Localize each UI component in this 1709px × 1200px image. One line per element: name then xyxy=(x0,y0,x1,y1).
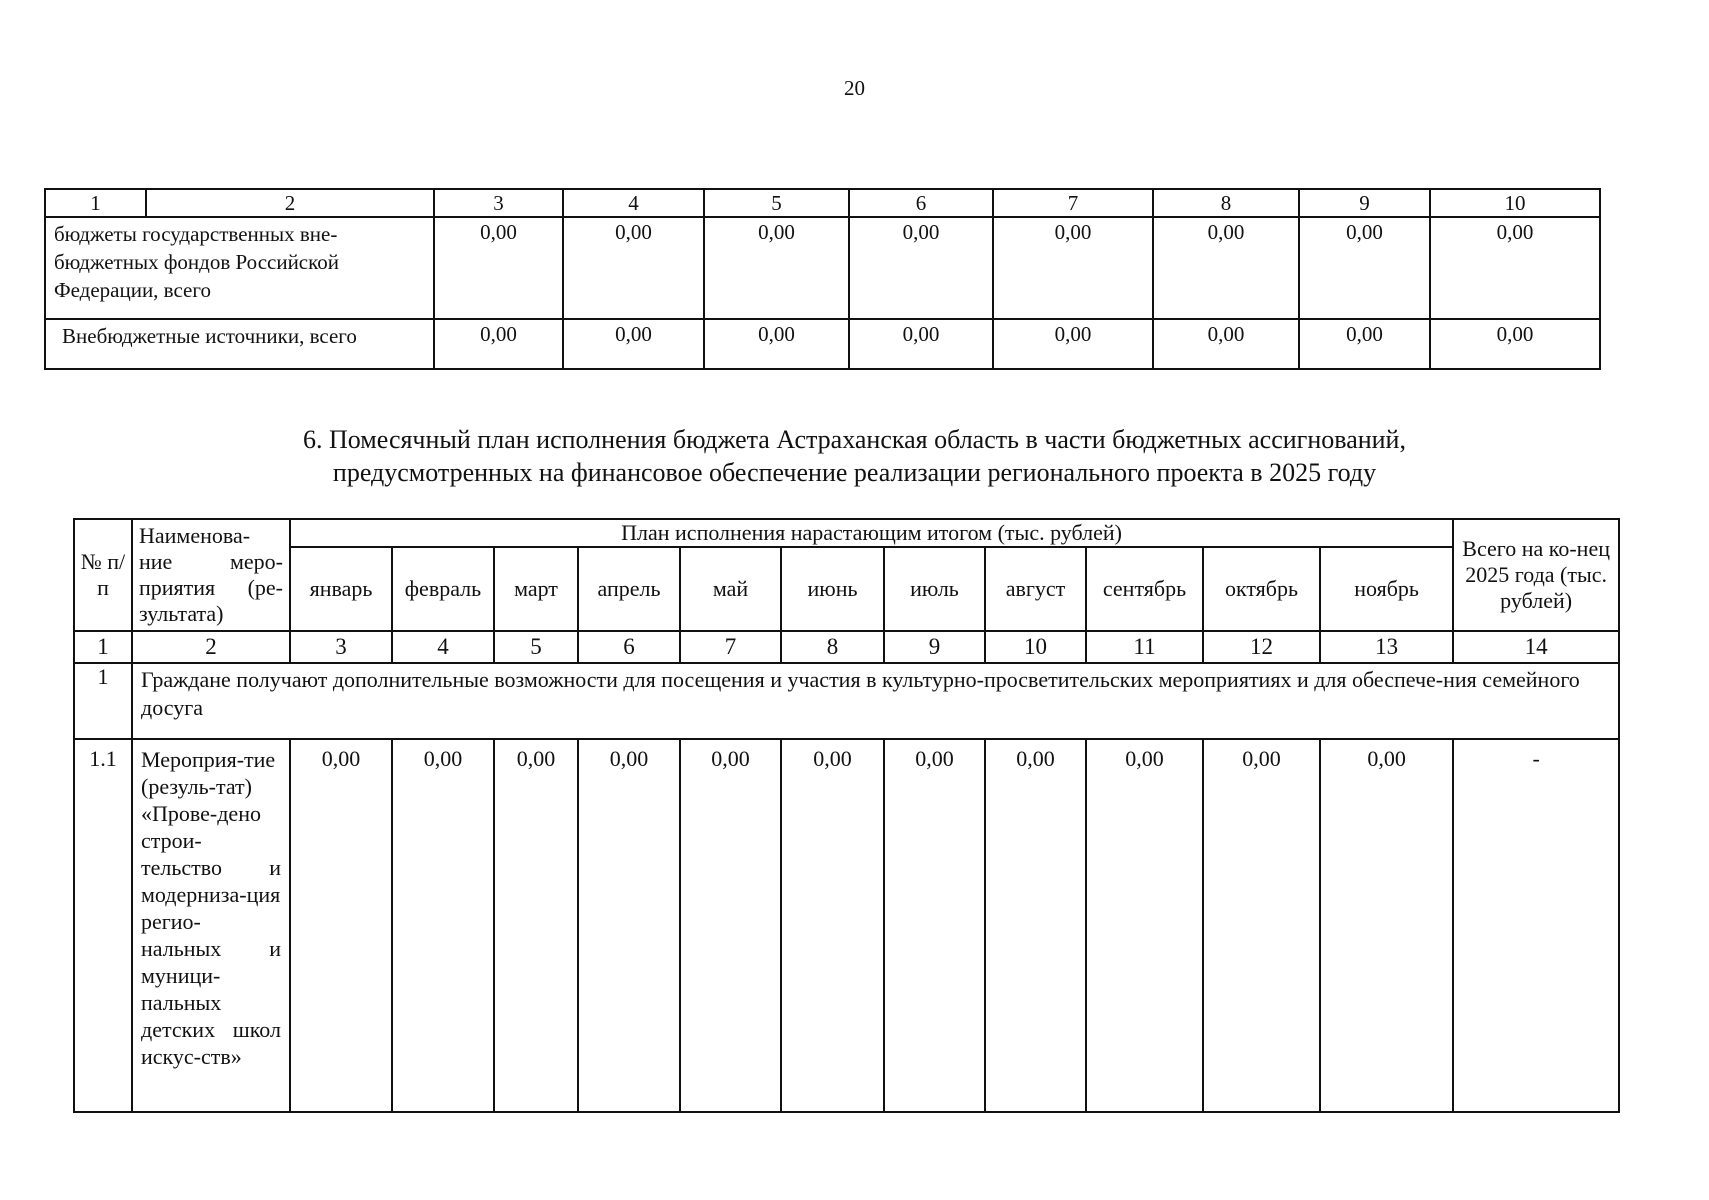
column-header-plan: План исполнения нарастающим итогом (тыс. рублей) xyxy=(290,519,1453,547)
table-header-row xyxy=(45,189,1600,217)
cell-value: 0,00 xyxy=(578,739,680,1112)
cell-value: 0,00 xyxy=(849,217,993,319)
cell-value: 0,00 xyxy=(563,319,704,369)
goal-text: Граждане получают дополнительные возможности для посещения и участия в культурно-просветительских мероприятиях и для обеспече-ния семейного досуга xyxy=(132,663,1619,739)
column-number: 2 xyxy=(146,189,434,217)
section-title-line: предусмотренных на финансовое обеспечение реализации регионального проекта в 2025 году xyxy=(332,458,1377,487)
column-number: 9 xyxy=(884,631,985,663)
cell-value: 0,00 xyxy=(494,739,578,1112)
cell-value: 0,00 xyxy=(1086,739,1203,1112)
column-header-number: № п/п xyxy=(74,519,132,631)
column-number: 7 xyxy=(680,631,781,663)
column-number: 5 xyxy=(704,189,849,217)
cell-value: 0,00 xyxy=(993,217,1153,319)
table-row xyxy=(45,217,1600,319)
event-name: Мероприя-тие (резуль-тат) «Прове-дено строи-тельство и модерниза-ция регио-нальных и муници-пальных детских школ искус-ств» xyxy=(132,739,290,1112)
column-number: 1 xyxy=(74,631,132,663)
column-number: 3 xyxy=(290,631,392,663)
row-label: бюджеты государственных вне-бюджетных фондов Российской Федерации, всего xyxy=(45,217,434,319)
goal-row xyxy=(74,663,1619,739)
event-number: 1.1 xyxy=(74,739,132,1112)
column-number: 10 xyxy=(1430,189,1600,217)
month-header: январь xyxy=(290,547,392,631)
month-header: март xyxy=(494,547,578,631)
cell-value: 0,00 xyxy=(985,739,1086,1112)
column-number: 7 xyxy=(993,189,1153,217)
cell-value: 0,00 xyxy=(563,217,704,319)
cell-value: 0,00 xyxy=(1153,319,1299,369)
cell-value: 0,00 xyxy=(704,319,849,369)
cell-value: 0,00 xyxy=(392,739,494,1112)
column-number: 12 xyxy=(1203,631,1320,663)
monthly-plan-table xyxy=(73,518,1620,1113)
column-number: 8 xyxy=(1153,189,1299,217)
cell-value: 0,00 xyxy=(704,217,849,319)
month-header: февраль xyxy=(392,547,494,631)
column-header-total: Всего на ко-нец 2025 года (тыс. рублей) xyxy=(1453,519,1619,631)
section-title-line: 6. Помесячный план исполнения бюджета Астраханская область в части бюджетных ассигнований, xyxy=(303,425,1406,454)
column-numbers-row xyxy=(74,631,1619,663)
cell-value: 0,00 xyxy=(680,739,781,1112)
column-number: 1 xyxy=(45,189,146,217)
cell-value: 0,00 xyxy=(1430,217,1600,319)
column-number: 14 xyxy=(1453,631,1619,663)
month-header: апрель xyxy=(578,547,680,631)
table-header-row xyxy=(74,519,1619,547)
column-number: 2 xyxy=(132,631,290,663)
cell-value: 0,00 xyxy=(1299,319,1430,369)
month-header: август xyxy=(985,547,1086,631)
column-number: 11 xyxy=(1086,631,1203,663)
event-row xyxy=(74,739,1619,1112)
cell-value: 0,00 xyxy=(434,319,563,369)
column-number: 9 xyxy=(1299,189,1430,217)
row-label: Внебюджетные источники, всего xyxy=(45,319,434,369)
column-number: 3 xyxy=(434,189,563,217)
table-row xyxy=(45,319,1600,369)
column-number: 13 xyxy=(1320,631,1453,663)
cell-value: 0,00 xyxy=(1430,319,1600,369)
column-number: 5 xyxy=(494,631,578,663)
column-number: 8 xyxy=(781,631,884,663)
total-value: - xyxy=(1453,739,1619,1112)
month-header: сентябрь xyxy=(1086,547,1203,631)
financing-sources-table xyxy=(44,188,1601,370)
column-number: 4 xyxy=(563,189,704,217)
months-row xyxy=(74,547,1619,631)
cell-value: 0,00 xyxy=(884,739,985,1112)
section-title xyxy=(0,423,1709,489)
month-header: май xyxy=(680,547,781,631)
page-number: 20 xyxy=(844,76,865,100)
column-header-name: Наименова-ние меро-приятия (ре-зультата) xyxy=(132,519,290,631)
cell-value: 0,00 xyxy=(1299,217,1430,319)
month-header: июль xyxy=(884,547,985,631)
column-number: 10 xyxy=(985,631,1086,663)
column-number: 6 xyxy=(578,631,680,663)
cell-value: 0,00 xyxy=(993,319,1153,369)
month-header: ноябрь xyxy=(1320,547,1453,631)
cell-value: 0,00 xyxy=(434,217,563,319)
cell-value: 0,00 xyxy=(781,739,884,1112)
month-header: октябрь xyxy=(1203,547,1320,631)
column-number: 6 xyxy=(849,189,993,217)
cell-value: 0,00 xyxy=(290,739,392,1112)
cell-value: 0,00 xyxy=(1203,739,1320,1112)
month-header: июнь xyxy=(781,547,884,631)
cell-value: 0,00 xyxy=(849,319,993,369)
cell-value: 0,00 xyxy=(1153,217,1299,319)
goal-number: 1 xyxy=(74,663,132,739)
column-number: 4 xyxy=(392,631,494,663)
cell-value: 0,00 xyxy=(1320,739,1453,1112)
